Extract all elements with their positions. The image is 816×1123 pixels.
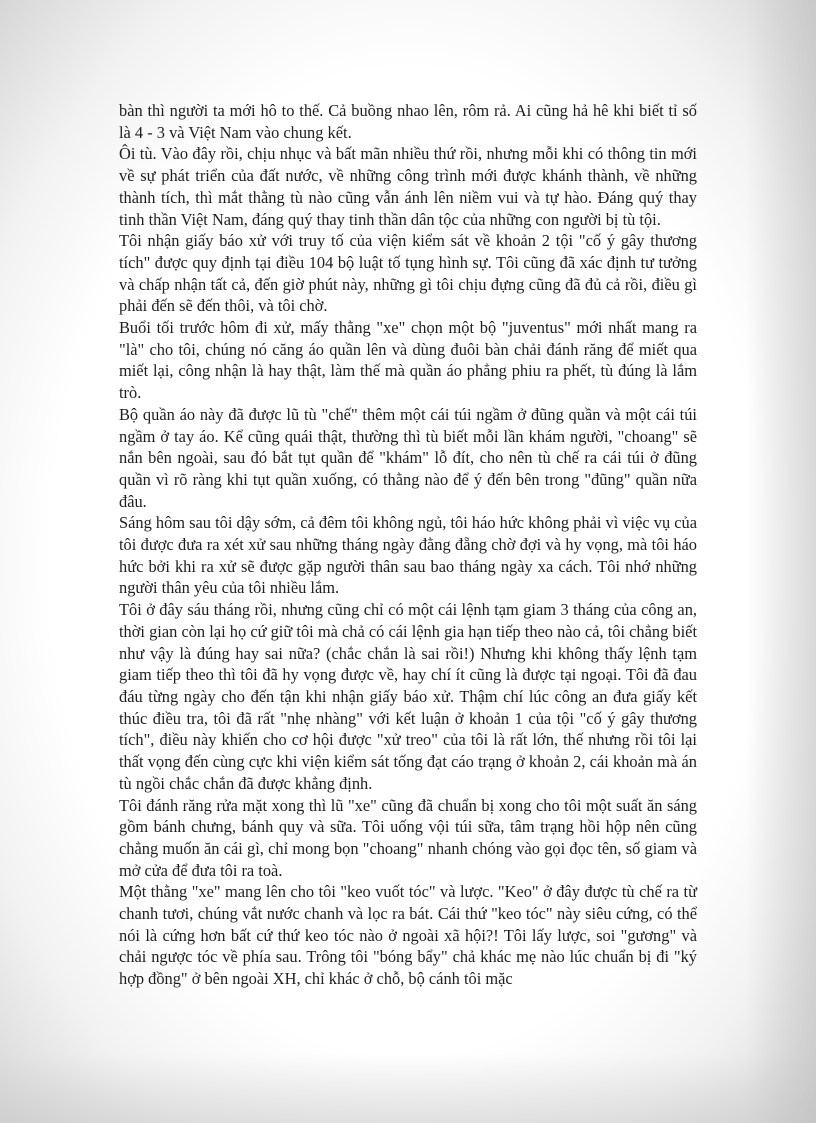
paragraph: bàn thì người ta mới hô to thế. Cả buồng nhao lên, rôm rả. Ai cũng hả hê khi biết tỉ số là 4 - 3 và Việt Nam vào chung kết. (119, 101, 697, 142)
paragraph: Buổi tối trước hôm đi xử, mấy thằng "xe" chọn một bộ "juventus" mới nhất mang ra "là" cho tôi, chúng nó căng áo quần lên và dùng đuôi bàn chải đánh răng để miết qua miết lại, công nhận là hay thật, làm thế mà quần áo phẳng phiu ra phết, tù đúng là lắm trò. (119, 318, 697, 403)
paragraph: Bộ quần áo này đã được lũ tù "chế" thêm một cái túi ngầm ở đũng quần và một cái túi ngầm ở tay áo. Kể cũng quái thật, thường thì tù biết mỗi lần khám người, "choang" sẽ nắn bên ngoài, sau đó bắt tụt quần để "khám" lỗ đít, cho nên tù chế ra cái túi ở đũng quần vì rõ ràng khi tụt quần xuống, có thằng nào để ý đến bên trong "đũng" quần nữa đâu. (119, 404, 697, 511)
paragraph: Sáng hôm sau tôi dậy sớm, cả đêm tôi không ngủ, tôi háo hức không phải vì việc vụ của tôi được đưa ra xét xử sau những tháng ngày đằng đẵng chờ đợi và hy vọng, mà tôi háo hức bởi khi ra xử sẽ được gặp người thân sau bao tháng ngày xa cách. Tôi nhớ những người thân yêu của tôi nhiều lắm. (119, 513, 697, 598)
paragraph: Tôi ở đây sáu tháng rồi, nhưng cũng chỉ có một cái lệnh tạm giam 3 tháng của công an, thời gian còn lại họ cứ giữ tôi mà chả có cái lệnh gia hạn tiếp theo nào cả, tôi chẳng biết như vậy là đúng hay sai nữa? (chắc chắn là sai rồi!) Nhưng khi không thấy lệnh tạm giam tiếp theo thì tôi đã hy vọng được về, hay chí ít cũng là được tại ngoại. Tôi đã đau đáu từng ngày cho đến tận khi nhận giấy báo xử. Thậm chí lúc công an đưa giấy kết thúc điều tra, tôi đã rất "nhẹ nhàng" với kết luận ở khoản 1 của tội "cố ý gây thương tích", điều này khiến cho cơ hội được "xử treo" của tôi là rất lớn, thế nhưng rồi tôi lại thất vọng đến cùng cực khi viện kiểm sát tống đạt cáo trạng ở khoản 2, cái khoản mà án tù ngồi chắc chắn đã được khẳng định. (119, 600, 697, 793)
paragraph: Một thằng "xe" mang lên cho tôi "keo vuốt tóc" và lược. "Keo" ở đây được tù chế ra từ chanh tươi, chúng vắt nước chanh và lọc ra bát. Cái thứ "keo tóc" này siêu cứng, có thể nói là cứng hơn bất cứ thứ keo tóc nào ở ngoài xã hội?! Tôi lấy lược, soi "gương" và chải ngược tóc về phía sau. Trông tôi "bóng bẩy" chả khác mẹ nào lúc chuẩn bị đi "ký hợp đồng" ở bên ngoài XH, chỉ khác ở chỗ, bộ cánh tôi mặc (119, 882, 697, 989)
paragraph: Ôi tù. Vào đây rồi, chịu nhục và bất mãn nhiều thứ rồi, nhưng mỗi khi có thông tin mới về sự phát triển của đất nước, về những công trình mới được khánh thành, về những thành tích, thì mắt thằng tù nào cũng vẫn ánh lên niềm vui và tự hào. Đáng quý thay tinh thần Việt Nam, đáng quý thay tinh thần dân tộc của những con người bị tù tội. (119, 144, 697, 229)
paragraph: Tôi đánh răng rửa mặt xong thì lũ "xe" cũng đã chuẩn bị xong cho tôi một suất ăn sáng gồm bánh chưng, bánh quy và sữa. Tôi uống vội túi sữa, tâm trạng hồi hộp nên cũng chẳng muốn ăn cái gì, chỉ mong bọn "choang" nhanh chóng vào gọi đọc tên, số giam và mở cửa để đưa tôi ra toà. (119, 795, 697, 880)
paragraph: Tôi nhận giấy báo xử với truy tố của viện kiểm sát về khoản 2 tội "cố ý gây thương tích" được quy định tại điều 104 bộ luật tố tụng hình sự. Tôi cũng đã xác định tư tưởng và chấp nhận tất cả, đến giờ phút này, những gì tôi chịu đựng cũng đã đủ cả rồi, điều gì phải đến sẽ đến thôi, và tôi chờ. (119, 231, 697, 316)
document-body (119, 100, 697, 990)
